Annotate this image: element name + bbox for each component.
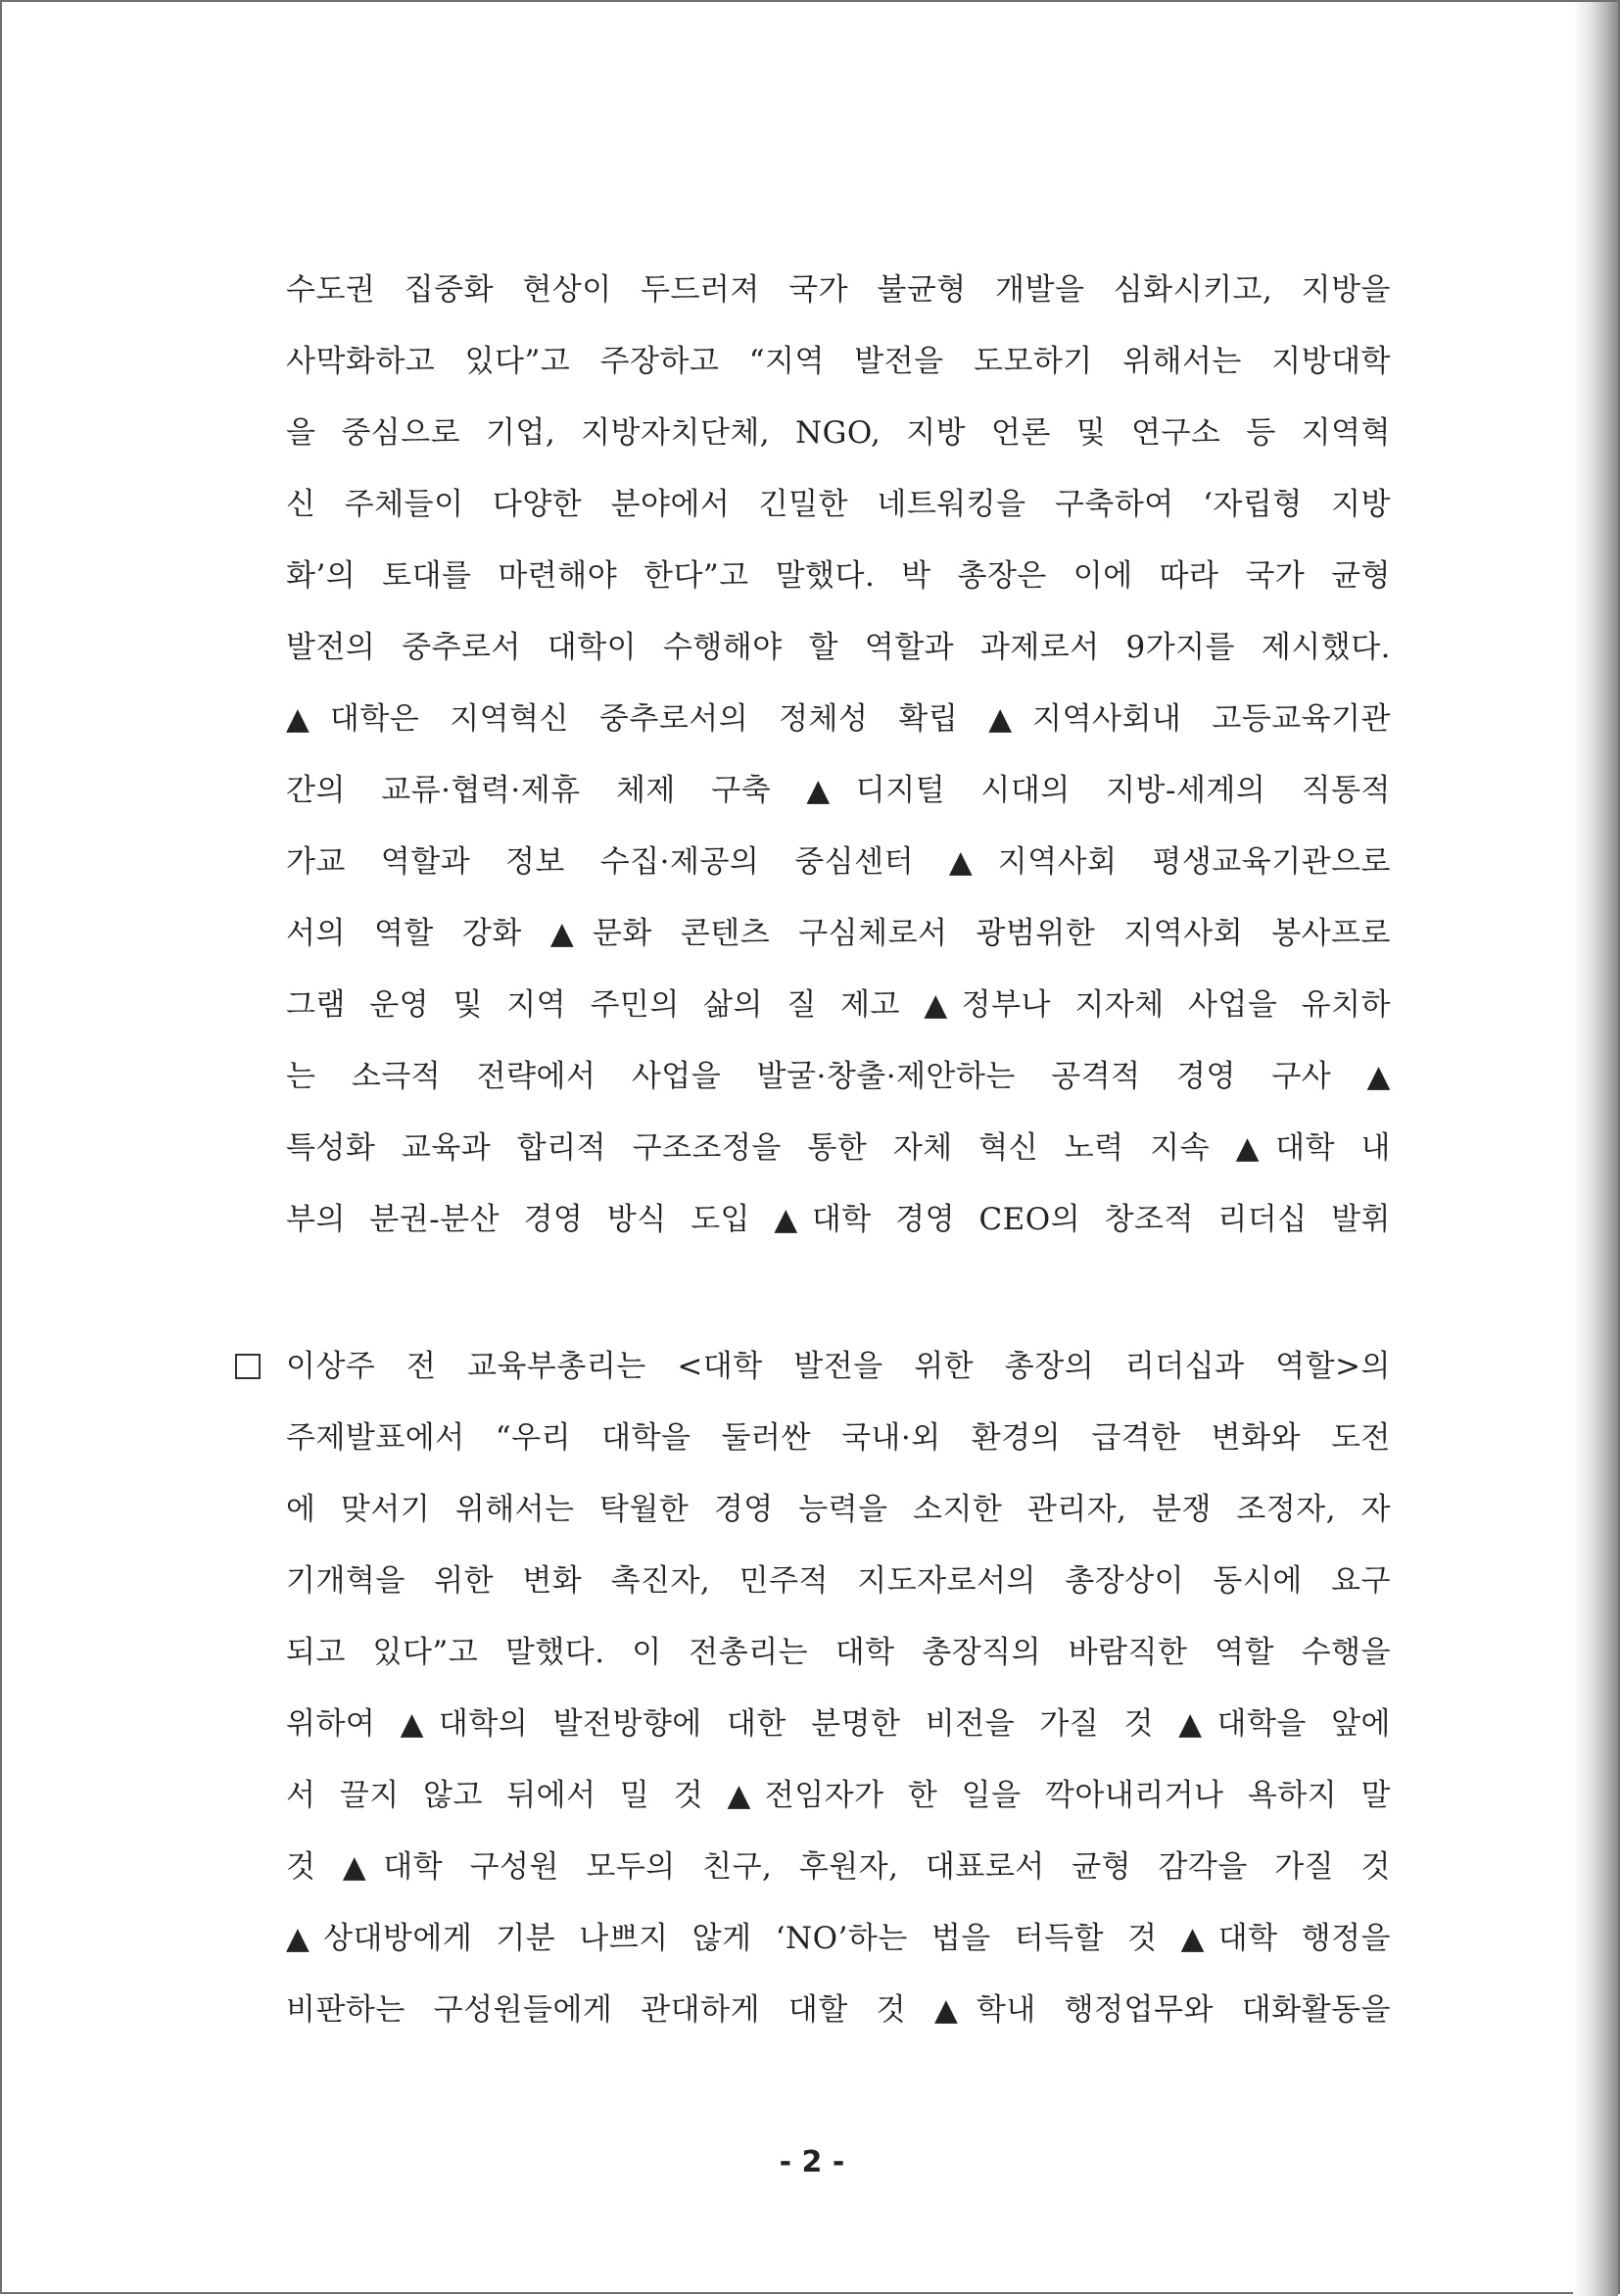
paragraph-1-line-1: 수도권 집중화 현상이 두드러져 국가 불균형 개발을 심화시키고, 지방을 bbox=[286, 272, 1391, 308]
paragraph-1-line-2: 사막화하고 있다”고 주장하고 “지역 발전을 도모하기 위해서는 지방대학 bbox=[286, 344, 1391, 379]
paragraph-2-line-8: 것 ▲대학 구성원 모두의 친구, 후원자, 대표로서 균형 감각을 가질 것 bbox=[286, 1849, 1391, 1885]
paragraph-1-line-4: 신 주체들이 다양한 분야에서 긴밀한 네트워킹을 구축하여 ‘자립형 지방 bbox=[286, 487, 1391, 522]
paragraph-2-line-7: 서 끌지 않고 뒤에서 밀 것 ▲전임자가 한 일을 깍아내리거나 욕하지 말 bbox=[286, 1778, 1391, 1813]
paragraph-1-line-8: 간의 교류·협력·제휴 체제 구축 ▲디지털 시대의 지방-세계의 직통적 bbox=[286, 773, 1391, 808]
paragraph-2-line-10: 비판하는 구성원들에게 관대하게 대할 것 ▲학내 행정업무와 대화활동을 bbox=[286, 1992, 1391, 2028]
paragraph-1-line-3: 을 중심으로 기업, 지방자치단체, NGO, 지방 언론 및 연구소 등 지역혁 bbox=[286, 415, 1391, 451]
paragraph-1-line-11: 그램 운영 및 지역 주민의 삶의 질 제고 ▲정부나 지자체 사업을 유치하 bbox=[286, 987, 1391, 1023]
page-edge-shadow bbox=[1573, 2, 1618, 2296]
paragraph-2-line-9: ▲상대방에게 기분 나쁘지 않게 ‘NO’하는 법을 터득할 것 ▲대학 행정을 bbox=[286, 1921, 1391, 1956]
paragraph-2-line-4: 기개혁을 위한 변화 촉진자, 민주적 지도자로서의 총장상이 동시에 요구 bbox=[286, 1563, 1391, 1599]
paragraph-2-line-2: 주제발표에서 “우리 대학을 둘러싼 국내·외 환경의 급격한 변화와 도전 bbox=[286, 1420, 1391, 1456]
paragraph-1-line-6: 발전의 중추로서 대학이 수행해야 할 역할과 과제로서 9가지를 제시했다. bbox=[286, 630, 1391, 665]
paragraph-1-line-12: 는 소극적 전략에서 사업을 발굴·창출·제안하는 공격적 경영 구사 ▲ bbox=[286, 1059, 1391, 1094]
paragraph-2-line-5: 되고 있다”고 말했다. 이 전총리는 대학 총장직의 바람직한 역할 수행을 bbox=[286, 1635, 1391, 1670]
paragraph-1-line-13: 특성화 교육과 합리적 구조조정을 통한 자체 혁신 노력 지속 ▲대학 내 bbox=[286, 1130, 1391, 1166]
paragraph-1-line-9: 가교 역할과 정보 수집·제공의 중심센터 ▲지역사회 평생교육기관으로 bbox=[286, 844, 1391, 880]
page-number: - 2 - bbox=[779, 2145, 845, 2179]
paragraph-1-line-10: 서의 역할 강화 ▲문화 콘텐츠 구심체로서 광범위한 지역사회 봉사프로 bbox=[286, 916, 1391, 951]
paragraph-1-line-7: ▲대학은 지역혁신 중추로서의 정체성 확립 ▲지역사회내 고등교육기관 bbox=[286, 701, 1391, 737]
paragraph-1-line-14: 부의 분권-분산 경영 방식 도입 ▲대학 경영 CEO의 창조적 리더십 발휘 bbox=[286, 1202, 1391, 1237]
paragraph-2-line-3: 에 맞서기 위해서는 탁월한 경영 능력을 소지한 관리자, 분쟁 조정자, 자 bbox=[286, 1492, 1391, 1527]
paragraph-1-line-5: 화’의 토대를 마련해야 한다”고 말했다. 박 총장은 이에 따라 국가 균형 bbox=[286, 558, 1391, 594]
empty-square-icon bbox=[235, 1354, 261, 1379]
paragraph-2-line-1: 이상주 전 교육부총리는 <대학 발전을 위한 총장의 리더십과 역할>의 bbox=[286, 1349, 1391, 1384]
paragraph-2-line-6: 위하여 ▲대학의 발전방향에 대한 분명한 비전을 가질 것 ▲대학을 앞에 bbox=[286, 1706, 1391, 1742]
